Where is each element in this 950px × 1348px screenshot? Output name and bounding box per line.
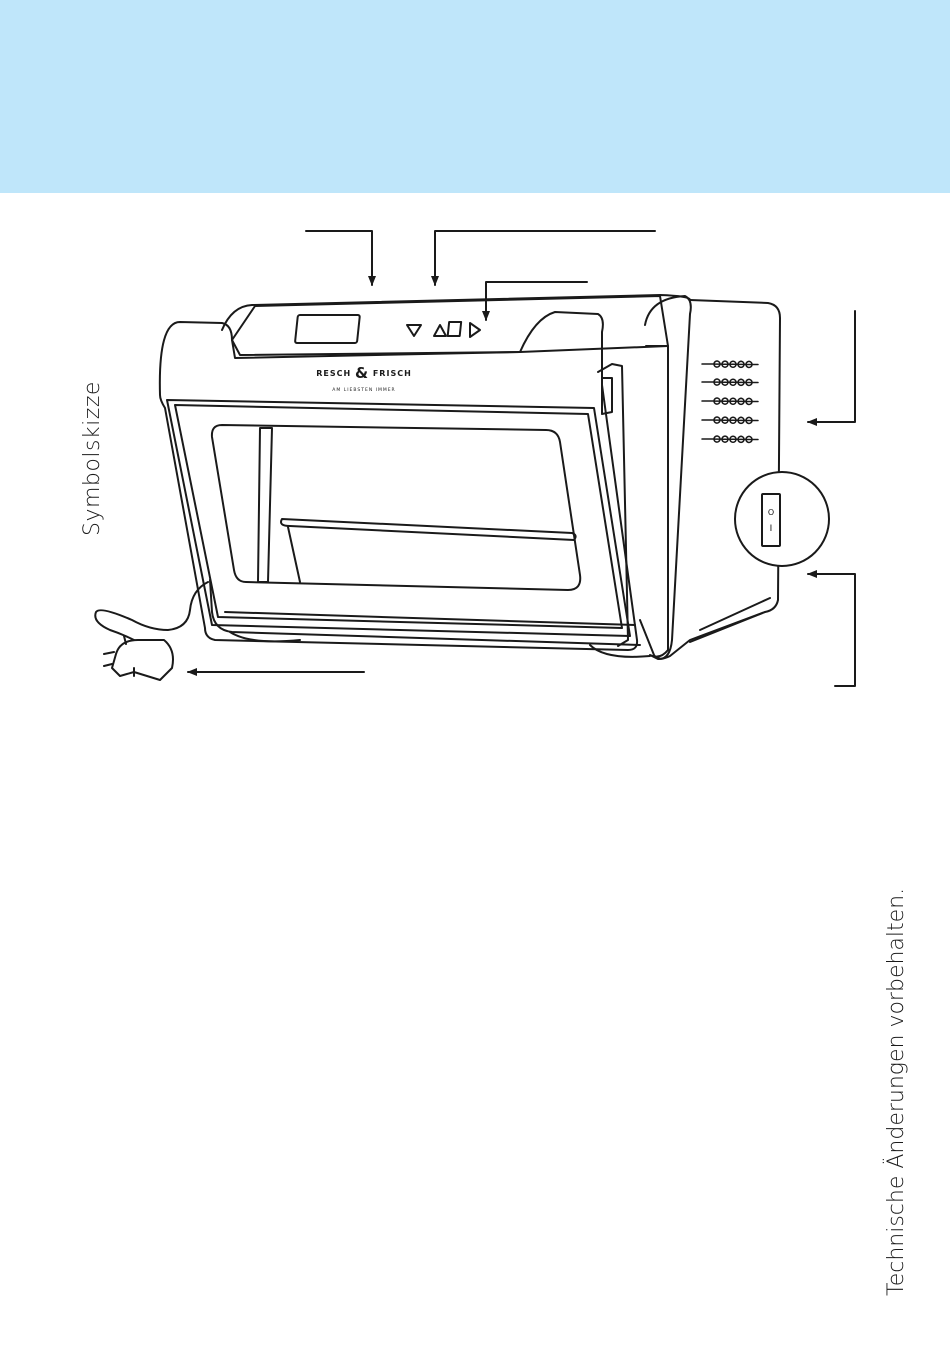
stop-icon[interactable]: [448, 322, 461, 336]
triangle-down-icon[interactable]: [407, 325, 421, 336]
leader-arrow-display: [306, 231, 372, 285]
leader-arrow-power-switch: [808, 574, 855, 686]
interior-wall: [258, 428, 272, 582]
leader-arrow-start-stop: [486, 282, 587, 320]
door-outer: [167, 400, 630, 636]
door-window: [212, 425, 580, 590]
power-switch-callout: [735, 472, 829, 566]
side-frame: [646, 346, 668, 657]
crumb-tray: [288, 527, 300, 582]
leader-arrow-touch-panel: [435, 231, 655, 285]
triangle-up-icon[interactable]: [434, 325, 446, 336]
foot-right: [590, 645, 650, 657]
switch-off-mark: O: [767, 508, 775, 517]
top-back-edge: [222, 295, 690, 330]
power-cord: [95, 582, 208, 640]
power-plug-icon: [112, 640, 173, 680]
play-icon[interactable]: [470, 323, 480, 337]
leader-arrow-vents: [808, 311, 855, 422]
brand-logo: RESCH & FRISCH: [316, 364, 412, 382]
switch-on-mark: I: [769, 524, 773, 534]
vent-slots: [702, 361, 758, 442]
wire-rack: [281, 519, 576, 540]
display-screen: [295, 315, 360, 343]
brand-tagline: AM LIEBSTEN IMMER: [332, 388, 396, 393]
symbol-sketch-label: Symbolskizze: [80, 381, 105, 536]
door-inner: [175, 405, 622, 628]
technical-changes-note: Technische Änderungen vorbehalten.: [884, 887, 909, 1296]
